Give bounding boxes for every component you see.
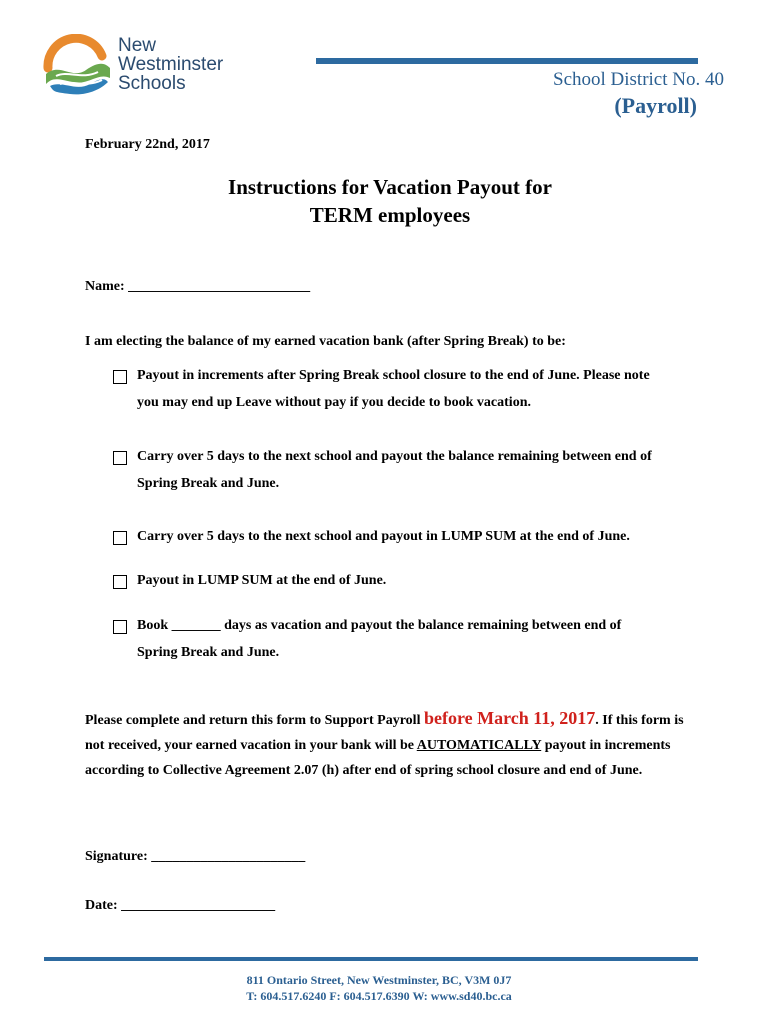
election-intro: I am electing the balance of my earned vacation bank (after Spring Break) to be: [85,334,566,349]
submission-notice [85,706,705,783]
title-line: Instructions for Vacation Payout for [228,175,552,199]
notice-text: . If this form is not received, your earned vacation in your bank will be [85,713,684,753]
option-3-text: Carry over 5 days to the next school and payout in LUMP SUM at the end of June. [137,529,630,544]
logo-emblem-icon [42,34,116,96]
district-name: School District No. 40 [553,69,724,90]
footer [0,972,758,1004]
notice-text: payout in increments according to Collective Agreement 2.07 (h) after end of spring school closure and end of June. [85,738,671,778]
option-5-text: Book _______ days as vacation and payout the balance remaining between end of [137,618,622,633]
header-divider [316,58,698,64]
title-line: TERM employees [309,203,471,227]
option-2-text: Carry over 5 days to the next school and payout the balance remaining between end of [137,449,652,464]
deadline-text: before March 11, 2017 [423,708,596,728]
automatic-emphasis: AUTOMATICALLY [416,738,542,753]
document-title [0,173,770,229]
name-field[interactable]: Name: __________________________ [85,279,311,294]
school-logo [42,34,252,106]
notice-text: Please complete and return this form to Support Payroll [85,713,424,728]
option-4-text: Payout in LUMP SUM at the end of June. [137,573,387,588]
document-date: February 22nd, 2017 [85,137,210,152]
footer-divider [44,957,698,961]
logo-line: Schools [118,73,186,94]
option-3-checkbox[interactable] [113,531,127,545]
logo-line: Westminster [118,54,224,75]
logo-wordmark [118,36,223,93]
footer-contact: T: 604.517.6240 F: 604.517.6390 W: www.sd40.bc.ca [246,989,512,1003]
option-5-checkbox[interactable] [113,620,127,634]
date-field[interactable]: Date: ______________________ [85,898,276,913]
department-name: (Payroll) [614,93,697,118]
option-1-text: you may end up Leave without pay if you decide to book vacation. [137,395,531,410]
logo-line: New [118,35,157,56]
signature-field[interactable]: Signature: ______________________ [85,849,306,864]
option-4-checkbox[interactable] [113,575,127,589]
option-5-text: Spring Break and June. [137,645,280,660]
option-2-text: Spring Break and June. [137,476,280,491]
option-1-text: Payout in increments after Spring Break school closure to the end of June. Please note [137,368,650,383]
option-1-checkbox[interactable] [113,370,127,384]
option-2-checkbox[interactable] [113,451,127,465]
footer-address: 811 Ontario Street, New Westminster, BC, V3M 0J7 [246,973,512,987]
